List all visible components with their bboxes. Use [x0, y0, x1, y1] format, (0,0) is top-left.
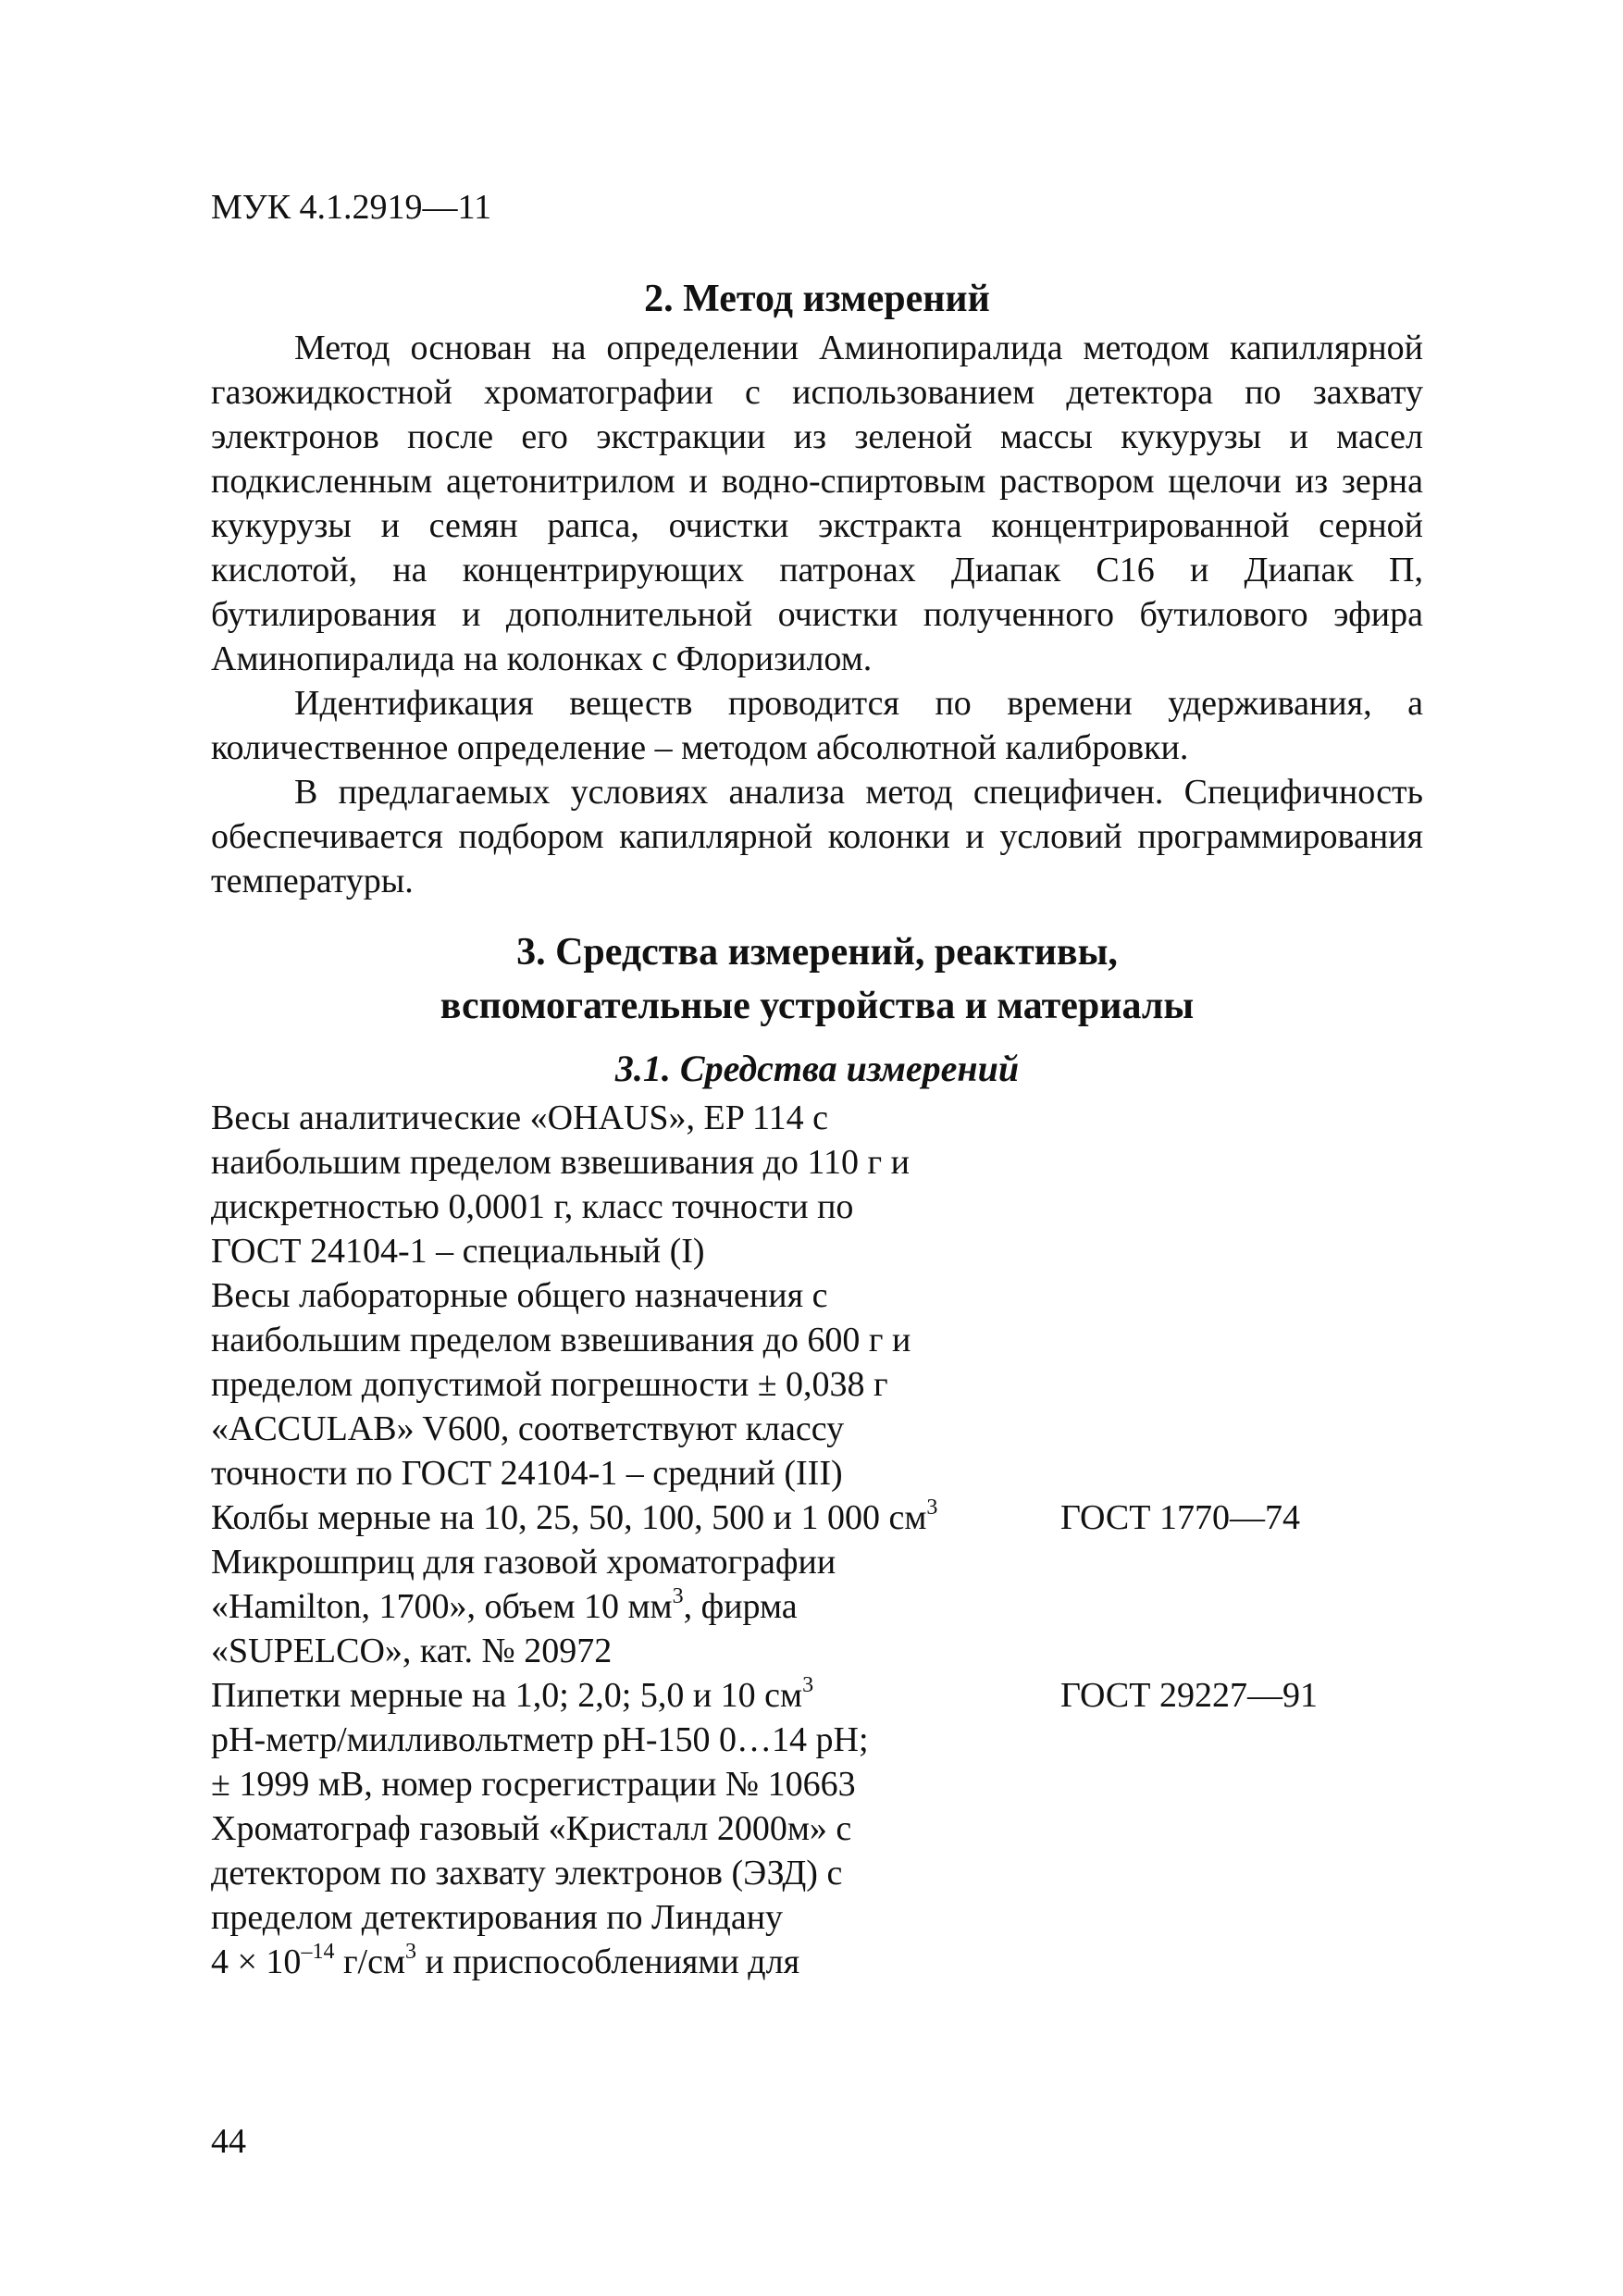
item-line: Хроматограф газовый «Кристалл 2000м» с: [211, 1809, 852, 1848]
item-text: 4 × 10: [211, 1942, 302, 1981]
item-line: точности по ГОСТ 24104-1 – средний (III): [211, 1454, 843, 1493]
item-line: Весы аналитические «OHAUS», EP 114 с: [211, 1098, 828, 1137]
superscript: 3: [802, 1673, 814, 1697]
list-item: [211, 1273, 1423, 1496]
item-line: [211, 1673, 1025, 1718]
section-2-title: 2. Метод измерений: [644, 278, 990, 320]
list-item: [211, 1540, 1423, 1673]
item-line: ГОСТ 24104-1 – специальный (I): [211, 1232, 705, 1271]
superscript: –14: [301, 1940, 335, 1964]
item-line: наибольшим пределом взвешивания до 110 г и: [211, 1143, 910, 1182]
item-line: Весы лабораторные общего назначения с: [211, 1276, 828, 1315]
item-line: детектором по захвату электронов (ЭЗД) с: [211, 1854, 843, 1893]
item-line: ± 1999 мВ, номер госрегистрации № 10663: [211, 1765, 856, 1804]
item-line: [211, 1940, 1025, 1984]
item-line: Микрошприц для газовой хроматографии: [211, 1543, 836, 1582]
item-text: Колбы мерные на 10, 25, 50, 100, 500 и 1 000 см: [211, 1498, 927, 1537]
item-line: пределом допустимой погрешности ± 0,038 г: [211, 1365, 888, 1404]
section-3-title: [211, 925, 1423, 1033]
item-standard: ГОСТ 29227—91: [1060, 1676, 1318, 1715]
item-line: наибольшим пределом взвешивания до 600 г и: [211, 1321, 911, 1359]
list-item: [211, 1806, 1423, 1984]
document-code: МУК 4.1.2919—11: [211, 188, 492, 227]
item-line: [211, 1584, 1025, 1629]
item-line: пределом детектирования по Линдану: [211, 1898, 784, 1937]
item-text: , фирма: [683, 1587, 798, 1626]
item-line: дискретностью 0,0001 г, класс точности по: [211, 1187, 854, 1226]
section-3-title-line-1: 3. Средства измерений, реактивы,: [516, 931, 1118, 974]
instruments-list: [211, 1096, 1423, 1984]
item-line: [211, 1496, 1025, 1540]
item-text: Пипетки мерные на 1,0; 2,0; 5,0 и 10 см: [211, 1676, 803, 1715]
list-item: [211, 1718, 1423, 1806]
list-item: [211, 1673, 1423, 1718]
item-text: «Hamilton, 1700», объем 10 мм: [211, 1587, 673, 1626]
section-3-title-line-2: вспомогательные устройства и материалы: [440, 985, 1195, 1027]
superscript: 3: [926, 1496, 938, 1520]
page-number: 44: [211, 2122, 246, 2161]
section-2-body: [211, 326, 1423, 903]
superscript: 3: [672, 1584, 684, 1608]
paragraph-specificity: В предлагаемых условиях анализа метод специфичен. Специфичность обеспечивается подбором капиллярной колонки и условий программирования температуры.: [211, 773, 1423, 900]
superscript: 3: [405, 1940, 416, 1964]
list-item: [211, 1096, 1423, 1273]
item-text: и приспособлениями для: [416, 1942, 800, 1981]
list-item: [211, 1496, 1423, 1540]
item-line: «SUPELCO», кат. № 20972: [211, 1632, 613, 1670]
item-standard: ГОСТ 1770—74: [1060, 1498, 1300, 1537]
paragraph-method: Метод основан на определении Аминопиралида методом капиллярной газожидкостной хроматографии с использованием детектора по захвату электронов после его экстракции из зеленой массы кукурузы и масел подкисленным ацетонитрилом и водно-спиртовым раствором щелочи из зерна кукурузы и семян рапса, очистки экстракта концентрированной серной кислотой, на концентрирующих патронах Диапак С16 и Диапак П, бутилирования и дополнительной очистки полученного бутилового эфира Аминопиралида на колонках с Флоризилом.: [211, 329, 1423, 678]
item-text: г/см: [334, 1942, 405, 1981]
item-line: рН-метр/милливольтметр рН-150 0…14 рН;: [211, 1720, 869, 1759]
subsection-3-1-title: 3.1. Средства измерений: [614, 1048, 1020, 1089]
paragraph-identification: Идентификация веществ проводится по времени удерживания, а количественное определение – методом абсолютной калибровки.: [211, 684, 1423, 767]
item-line: «ACCULAB» V600, соответствуют классу: [211, 1409, 845, 1448]
